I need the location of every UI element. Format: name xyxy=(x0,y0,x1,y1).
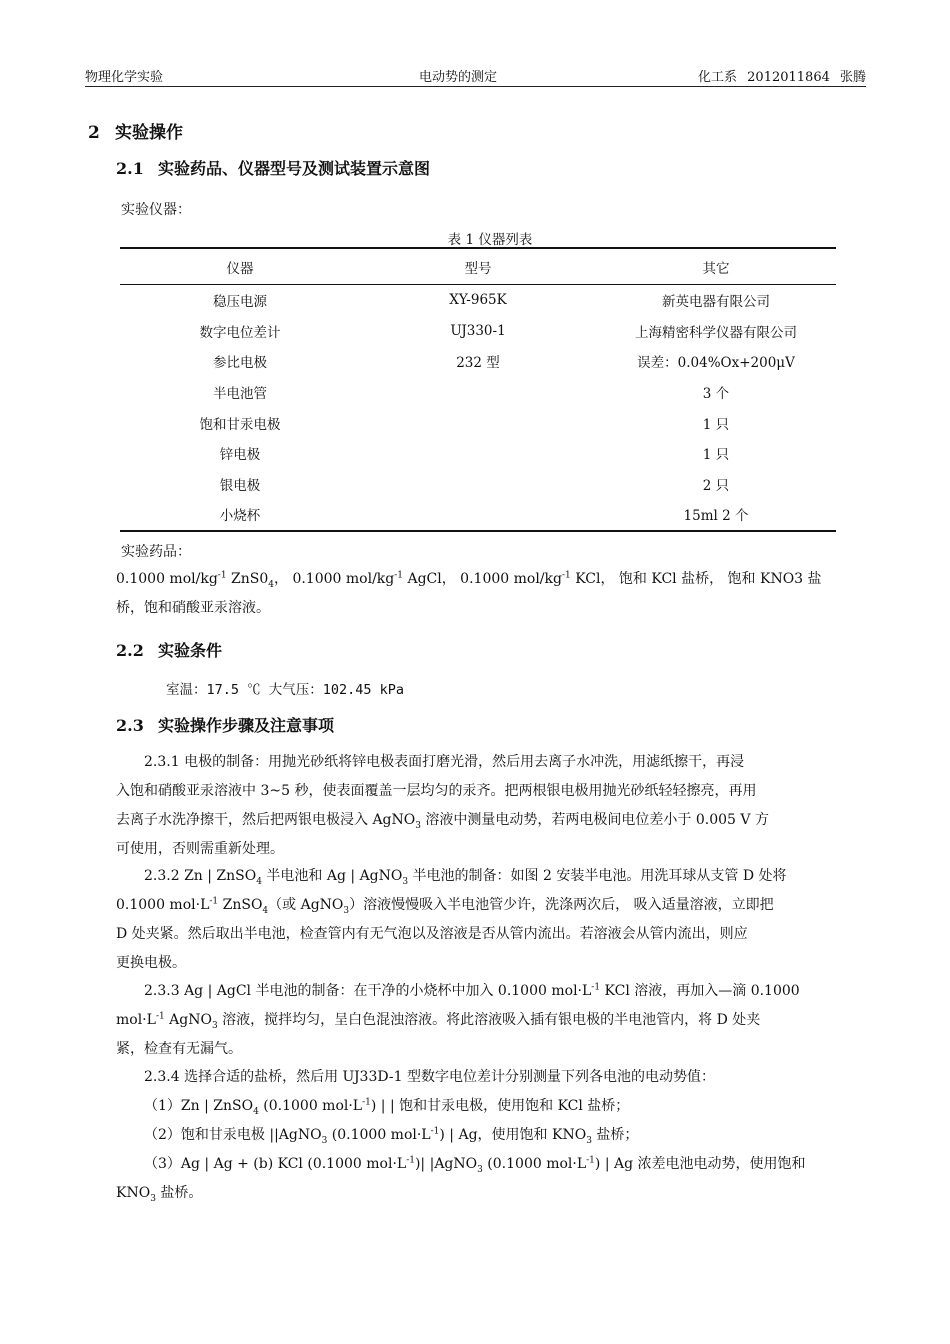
text-line: 可使用，否则需重新处理。 xyxy=(116,841,284,857)
text-run: 盐桥。 xyxy=(155,1185,203,1201)
table-row xyxy=(120,407,836,438)
subscript: 3 xyxy=(477,1164,483,1175)
table-cell: 稳压电源 xyxy=(213,294,267,311)
superscript: -1 xyxy=(394,570,404,581)
list-item xyxy=(116,1150,866,1179)
text-line xyxy=(116,1063,866,1092)
text-run: ) | Ag，使用饱和 KNO xyxy=(439,1127,587,1143)
table-row xyxy=(120,499,836,531)
subscript: 4 xyxy=(262,905,269,916)
text-line xyxy=(116,891,866,920)
subsection-number: 2.1 xyxy=(116,159,144,178)
table-cell: 2 只 xyxy=(702,477,730,494)
table-cell xyxy=(360,377,596,408)
table-cell: 数字电位差计 xyxy=(199,324,281,341)
subscript: 3 xyxy=(343,905,350,916)
section-title: 实验操作 xyxy=(115,123,183,143)
text-line: D 处夹紧。然后取出半电池，检查管内有无气泡以及溶液是否从管内流出。若溶液会从管内流出，则应 xyxy=(116,926,748,942)
text-line: 紧，检查有无漏气。 xyxy=(116,1041,242,1057)
subscript: 3 xyxy=(321,1135,328,1146)
subscript: 4 xyxy=(256,876,262,887)
text-run: 2.3.3 Ag | AgCl 半电池的制备：在干净的小烧杯中加入 0.1000 mol·L xyxy=(144,983,592,999)
subsection-title: 实验条件 xyxy=(158,641,223,660)
table-cell: 误差：0.04%Ox+200μV xyxy=(637,355,795,372)
subscript: 4 xyxy=(253,1106,259,1117)
superscript: -1 xyxy=(209,896,219,907)
table-cell: 锌电极 xyxy=(219,447,261,464)
text-run: （3）Ag | Ag + (b) KCl (0.1000 mol·L xyxy=(144,1156,407,1172)
text-run: (0.1000 mol·L xyxy=(482,1156,587,1172)
text-line: 入饱和硝酸亚汞溶液中 3~5 秒，使表面覆盖一层均匀的汞齐。把两根银电极用抛光砂纸轻轻擦亮，再用 xyxy=(116,783,757,799)
table-cell: 1 只 xyxy=(702,447,730,464)
text-run: （2）饱和甘汞电极 ||AgNO xyxy=(144,1127,322,1143)
conditions-text: 室温：17.5 ℃ 大气压：102.45 kPa xyxy=(166,682,405,698)
subscript: 3 xyxy=(211,1020,218,1031)
text-run: 盐桥； xyxy=(591,1127,639,1143)
paragraph-2-3-1 xyxy=(116,748,866,864)
column-header: 型号 xyxy=(360,248,596,285)
superscript: -1 xyxy=(217,570,227,581)
table-cell: 3 个 xyxy=(702,386,730,403)
text-run: AgNO xyxy=(164,1012,212,1028)
chemicals-label: 实验药品： xyxy=(121,544,191,560)
table-cell xyxy=(360,499,596,531)
superscript: -1 xyxy=(561,570,571,581)
subsection-heading-2-2 xyxy=(116,638,222,661)
section-heading xyxy=(88,118,183,143)
table-cell: 1 只 xyxy=(702,416,730,433)
superscript: -1 xyxy=(430,1126,440,1137)
table-cell: UJ330-1 xyxy=(450,322,506,339)
superscript: -1 xyxy=(591,982,601,993)
table-row xyxy=(120,346,836,377)
table-cell: 饱和甘汞电极 xyxy=(199,416,281,433)
subsection-number: 2.2 xyxy=(116,641,144,660)
paragraph-2-3-2 xyxy=(116,862,866,978)
subsection-heading-2-3 xyxy=(116,713,334,736)
paragraph-2-3-4 xyxy=(116,1063,866,1208)
table-row xyxy=(120,377,836,408)
text-line xyxy=(116,1006,866,1035)
text-run: 半电池的制备：如图 2 安装半电池。用洗耳球从支管 D 处将 xyxy=(408,868,787,884)
superscript: -1 xyxy=(586,1155,595,1166)
paragraph-2-3-3 xyxy=(116,977,866,1064)
text-line xyxy=(116,565,866,594)
subsection-heading-2-1 xyxy=(116,156,430,179)
text-line xyxy=(116,806,866,835)
table-cell: 小烧杯 xyxy=(219,508,261,525)
chemicals-list xyxy=(116,565,866,623)
table-cell: 新英电器有限公司 xyxy=(662,294,770,311)
subscript: 4 xyxy=(268,579,274,590)
instruments-label: 实验仪器： xyxy=(121,202,191,218)
table-cell xyxy=(360,469,596,500)
superscript: -1 xyxy=(406,1155,415,1166)
subsection-number: 2.3 xyxy=(116,716,144,735)
text-run: KNO xyxy=(116,1185,151,1201)
subscript: 3 xyxy=(402,876,409,887)
table-row xyxy=(120,316,836,347)
list-item xyxy=(116,1121,866,1150)
text-run: 半电池和 Ag | AgNO xyxy=(261,868,403,884)
text-run: )| |AgNO xyxy=(414,1156,478,1172)
text-run: （或 AgNO xyxy=(268,897,344,913)
text-run: 去离子水洗净擦干，然后把两银电极浸入 AgNO xyxy=(116,812,416,828)
text-run: 2.3.4 选择合适的盐桥，然后用 UJ33D-1 型数字电位差计分别测量下列各电池的电动势值： xyxy=(144,1069,715,1085)
text-run: 溶液中测量电动势，若两电极间电位差小于 0.005 V 方 xyxy=(420,812,769,828)
text-run: ) | Ag 浓差电池电动势，使用饱和 xyxy=(594,1156,806,1172)
text-run: ZnSO xyxy=(218,897,263,913)
text-run: 2.3.2 Zn | ZnSO xyxy=(144,868,257,884)
table-row xyxy=(120,438,836,469)
table-caption: 表 1 仪器列表 xyxy=(447,232,533,248)
section-number: 2 xyxy=(88,123,100,143)
text-run: mol·L xyxy=(116,1012,156,1028)
subscript: 3 xyxy=(415,820,421,831)
text-run: (0.1000 mol·L xyxy=(258,1098,363,1114)
text-run: KCl 溶液，再加入—滴 0.1000 xyxy=(600,983,800,999)
table-cell: 半电池管 xyxy=(213,386,267,403)
table-row xyxy=(120,469,836,500)
text-line xyxy=(116,748,866,777)
header-course: 物理化学实验 xyxy=(85,70,164,85)
text-run: ， 0.1000 mol/kg xyxy=(274,571,395,587)
text-run: ZnS0 xyxy=(226,571,269,587)
table-cell: 232 型 xyxy=(456,355,500,372)
text-line: 更换电极。 xyxy=(116,955,186,971)
column-header: 其它 xyxy=(596,248,836,285)
superscript: -1 xyxy=(155,1011,165,1022)
subsection-title: 实验操作步骤及注意事项 xyxy=(158,716,335,735)
header-author: 化工系 2012011864 张腾 xyxy=(698,70,866,85)
running-header xyxy=(85,66,866,87)
table-cell xyxy=(360,438,596,469)
text-line xyxy=(116,862,866,891)
text-run: 溶液，搅拌均匀，呈白色混浊溶液。将此溶液吸入插有银电极的半电池管内，将 D 处夹 xyxy=(217,1012,761,1028)
text-line xyxy=(116,1179,866,1208)
text-line xyxy=(116,977,866,1006)
superscript: -1 xyxy=(362,1097,371,1108)
table-cell: 参比电极 xyxy=(213,355,267,372)
table-cell: XY-965K xyxy=(449,292,507,309)
table-row xyxy=(120,285,836,316)
text-run: 0.1000 mol/kg xyxy=(116,571,218,587)
text-run: 0.1000 mol·L xyxy=(116,897,210,913)
text-run: (0.1000 mol·L xyxy=(327,1127,431,1143)
column-header: 仪器 xyxy=(120,248,360,285)
subscript: 3 xyxy=(150,1193,156,1204)
text-run: KCl， 饱和 KCl 盐桥， 饱和 KNO3 盐 xyxy=(570,571,822,587)
text-line: 桥，饱和硝酸亚汞溶液。 xyxy=(116,600,270,616)
table-cell: 银电极 xyxy=(219,477,261,494)
table-cell: 15ml 2 个 xyxy=(683,508,749,525)
table-header-row xyxy=(120,248,836,285)
subsection-title: 实验药品、仪器型号及测试装置示意图 xyxy=(158,159,431,178)
subscript: 3 xyxy=(586,1135,592,1146)
text-run: AgCl， 0.1000 mol/kg xyxy=(403,571,562,587)
text-run: （1）Zn | ZnSO xyxy=(144,1098,254,1114)
text-run: ）溶液慢慢吸入半电池管少许，洗涤两次后， 吸入适量溶液，立即把 xyxy=(349,897,774,913)
text-run: ) | | 饱和甘汞电极，使用饱和 KCl 盐桥； xyxy=(370,1098,630,1114)
table-cell xyxy=(360,407,596,438)
table-cell: 上海精密科学仪器有限公司 xyxy=(635,324,797,341)
text-run: 2.3.1 电极的制备：用抛光砂纸将锌电极表面打磨光滑，然后用去离子水冲洗，用滤纸擦干，再浸 xyxy=(144,754,745,770)
instrument-table xyxy=(120,247,836,532)
header-experiment: 电动势的测定 xyxy=(419,70,498,85)
list-item xyxy=(116,1092,866,1121)
